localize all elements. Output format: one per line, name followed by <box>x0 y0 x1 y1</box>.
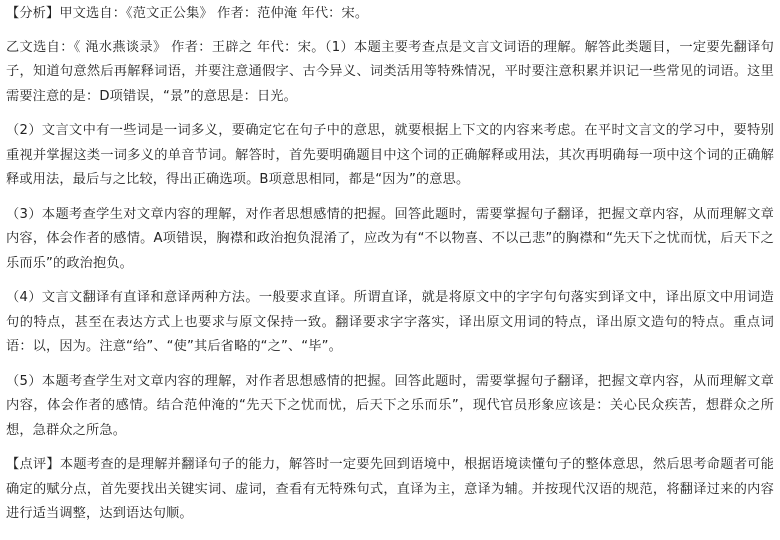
commentary-paragraph: 【点评】本题考查的是理解并翻译句子的能力，解答时一定要先回到语境中，根据语境读懂句子的整体意思，然后思考命题者可能确定的赋分点，首先要找出关键实词、虚词，查看有无特殊句式，直译为主，意译为辅。并按现代汉语的规范，将翻译过来的内容进行适当调整，达到语达句顺。 <box>6 457 774 521</box>
analysis-paragraph-q2: （2）文言文中有一些词是一词多义，要确定它在句子中的意思，就要根据上下文的内容来考虑。在平时文言文的学习中，要特别重视并掌握这类一词多义的单音节词。解答时，首先要明确题目中这个词的正确解释或用法，其次再明确每一项中这个词的正确解释或用法，最后与之比较，得出正确选项。B项意思相同，都是“因为”的意思。 <box>6 123 774 187</box>
analysis-paragraph-q4: （4）文言文翻译有直译和意译两种方法。一般要求直译。所谓直译，就是将原文中的字字句句落实到译文中，译出原文中用词造句的特点，甚至在表达方式上也要求与原文保持一致。翻译要求字字落实，译出原文用词的特点，译出原文造句的特点。重点词语：以，因为。注意“给”、“使”其后省略的“之”、“毕”。 <box>6 290 774 354</box>
analysis-paragraph-q3: （3）本题考查学生对文章内容的理解，对作者思想感情的把握。回答此题时，需要掌握句子翻译，把握文章内容，从而理解文章内容，体会作者的感情。A项错误，胸襟和政治抱负混淆了，应改为有“不以物喜、不以己悲”的胸襟和“先天下之忧而忧，后天下之乐而乐”的政治抱负。 <box>6 206 774 271</box>
analysis-paragraph-q5: （5）本题考查学生对文章内容的理解，对作者思想感情的把握。回答此题时，需要掌握句子翻译，把握文章内容，从而理解文章内容，体会作者的感情。结合范仲淹的“先天下之忧而忧，后天下之乐而乐”，现代官员形象应该是：关心民众疾苦，想群众之所想，急群众之所急。 <box>6 373 774 438</box>
analysis-paragraph-source-b-q1: 乙文选自：《 渑水燕谈录》 作者：王辟之 年代：宋。（1）本题主要考查点是文言文词语的理解。解答此类题目，一定要先翻译句子，知道句意然后再解释词语，并要注意通假字、古今异义、词类活用等特殊情况，平时要注意积累并识记一些常见的词语。这里需要注意的是：D项错误，“景”的意思是：日光。 <box>6 39 774 104</box>
analysis-paragraph-source-a: 【分析】甲文选自：《范文正公集》 作者：范仲淹 年代：宋。 <box>6 6 369 21</box>
